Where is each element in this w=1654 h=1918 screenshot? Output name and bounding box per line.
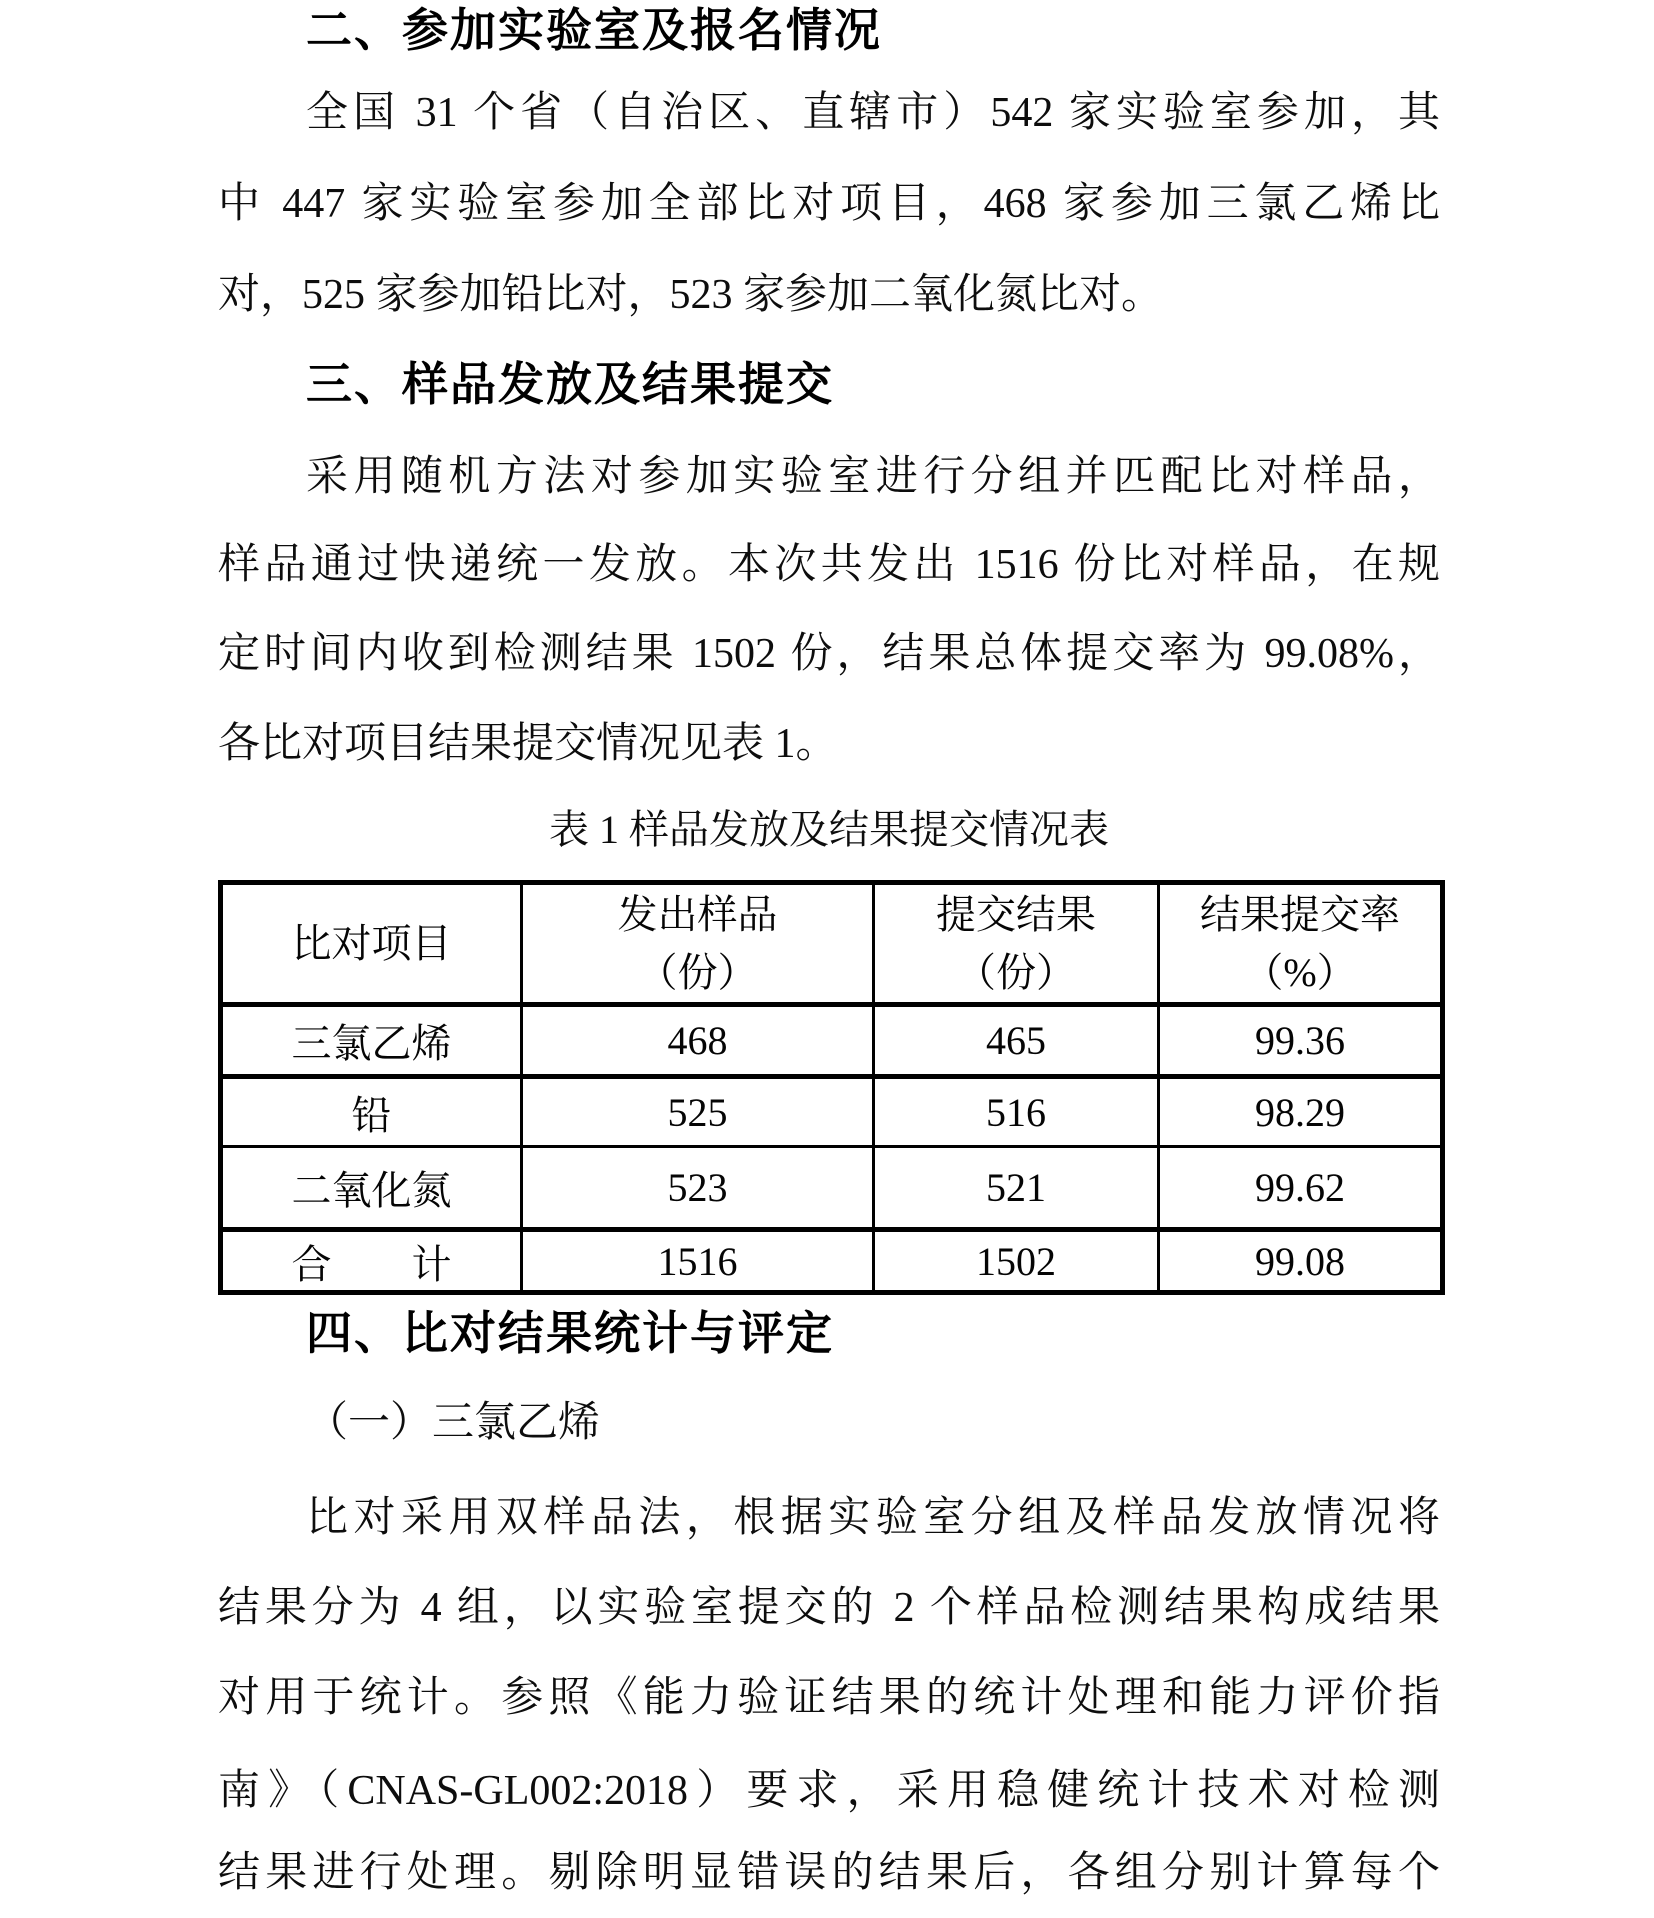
paragraph2-line3: 定时间内收到检测结果 1502 份，结果总体提交率为 99.08%， — [218, 631, 1440, 677]
table-header-rate-label: 结果提交率 — [1200, 891, 1400, 937]
table-header-submitted-unit: （份） — [956, 949, 1076, 995]
paragraph2-line1: 采用随机方法对参加实验室进行分组并匹配比对样品， — [306, 454, 1440, 500]
table-row-trichloroethylene — [221, 1005, 1443, 1077]
cell-submitted: 1502 — [874, 1230, 1159, 1293]
cell-sent: 1516 — [522, 1230, 874, 1293]
paragraph3-line5: 结果进行处理。剔除明显错误的结果后，各组分别计算每个 — [218, 1850, 1440, 1896]
cell-item: 铅 — [221, 1077, 522, 1147]
table-header-sent-label: 发出样品 — [617, 891, 778, 937]
table-header-item-label: 比对项目 — [291, 920, 452, 966]
section-heading-2: 二、参加实验室及报名情况 — [306, 3, 882, 57]
table-caption: 表 1 样品发放及结果提交情况表 — [549, 807, 1109, 852]
cell-rate: 98.29 — [1159, 1077, 1443, 1147]
table-header-row — [221, 883, 1443, 1005]
paragraph1-line2: 中 447 家实验室参加全部比对项目，468 家参加三氯乙烯比 — [218, 181, 1440, 227]
paragraph3-line4: 南》（CNAS-GL002:2018）要求，采用稳健统计技术对检测 — [218, 1768, 1440, 1814]
paragraph2-line2: 样品通过快递统一发放。本次共发出 1516 份比对样品，在规 — [218, 542, 1440, 588]
subsection-heading-trichloroethylene: （一）三氯乙烯 — [306, 1400, 601, 1446]
table-header-rate-unit: （%） — [1243, 949, 1357, 995]
cell-submitted: 521 — [874, 1147, 1159, 1230]
paragraph3-line3: 对用于统计。参照《能力验证结果的统计处理和能力评价指 — [218, 1675, 1440, 1721]
table-row-total — [221, 1230, 1443, 1293]
table-header-rate — [1159, 883, 1443, 1005]
cell-submitted: 516 — [874, 1077, 1159, 1147]
cell-item: 三氯乙烯 — [221, 1005, 522, 1077]
document-content-column — [218, 0, 1440, 1897]
paragraph2-line4: 各比对项目结果提交情况见表 1。 — [218, 721, 838, 767]
cell-rate: 99.36 — [1159, 1005, 1443, 1077]
cell-rate: 99.08 — [1159, 1230, 1443, 1293]
section-heading-3: 三、样品发放及结果提交 — [306, 357, 834, 411]
cell-rate: 99.62 — [1159, 1147, 1443, 1230]
cell-item: 二氧化氮 — [221, 1147, 522, 1230]
table-header-sent — [522, 883, 874, 1005]
table-header-item — [221, 883, 522, 1005]
table-row-lead — [221, 1077, 1443, 1147]
sample-distribution-table — [218, 880, 1445, 1295]
table-header-sent-unit: （份） — [637, 949, 758, 995]
paragraph3-line1: 比对采用双样品法，根据实验室分组及样品发放情况将 — [306, 1495, 1440, 1541]
cell-sent: 468 — [522, 1005, 874, 1077]
table-row-nitrogen-dioxide — [221, 1147, 1443, 1230]
table-header-submitted-label: 提交结果 — [936, 891, 1096, 937]
paragraph1-line1: 全国 31 个省（自治区、直辖市）542 家实验室参加，其 — [306, 90, 1440, 136]
paragraph1-line3: 对，525 家参加铅比对，523 家参加二氧化氮比对。 — [218, 272, 1164, 318]
cell-sent: 525 — [522, 1077, 874, 1147]
paragraph3-line2: 结果分为 4 组，以实验室提交的 2 个样品检测结果构成结果 — [218, 1585, 1440, 1631]
table-header-submitted — [874, 883, 1159, 1005]
cell-submitted: 465 — [874, 1005, 1159, 1077]
cell-item: 合 计 — [221, 1230, 522, 1293]
cell-sent: 523 — [522, 1147, 874, 1230]
section-heading-4: 四、比对结果统计与评定 — [306, 1306, 834, 1360]
